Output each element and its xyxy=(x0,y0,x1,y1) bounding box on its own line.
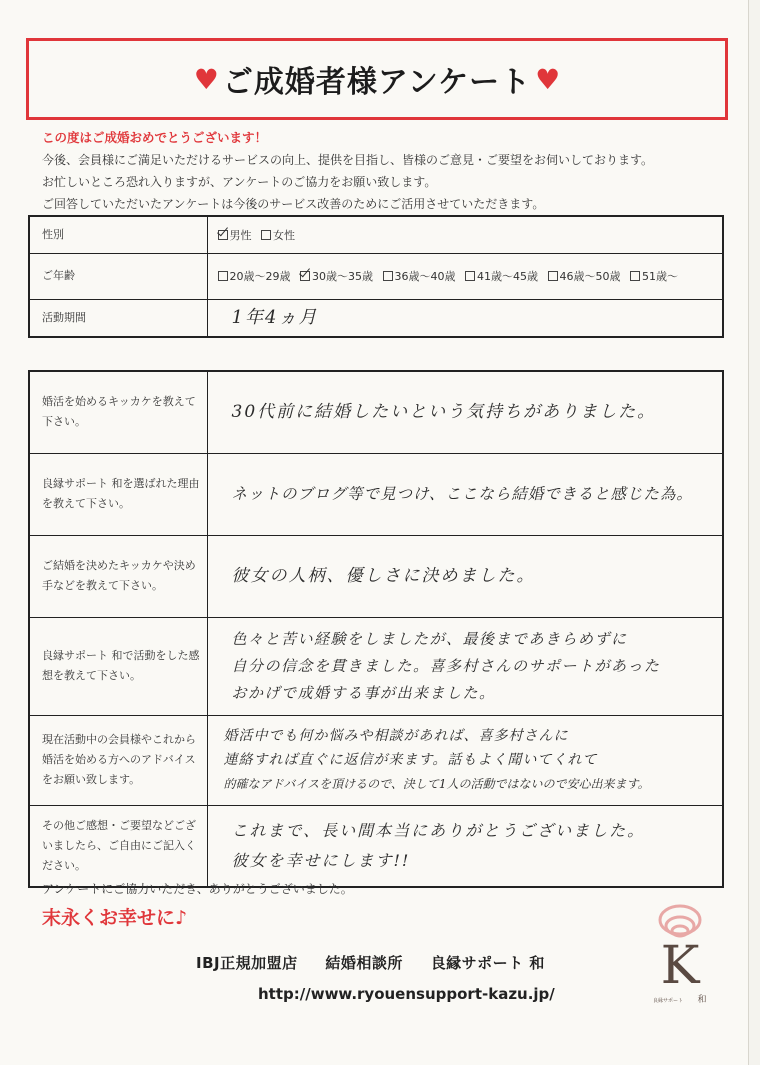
checkbox-icon xyxy=(465,271,475,281)
footer-agency-line xyxy=(196,952,567,973)
age-option-36-40[interactable]: 36歳～40歳 xyxy=(383,270,456,283)
age-option-51-plus[interactable]: 51歳～ xyxy=(630,270,678,283)
answer-1[interactable]: 30代前に結婚したいという気持ちがありました。 xyxy=(207,371,723,453)
checkbox-checked-icon xyxy=(300,271,310,281)
age-option-46-50[interactable]: 46歳～50歳 xyxy=(548,270,621,283)
age-label: ご年齢 xyxy=(29,253,207,299)
answer-3[interactable]: 彼女の人柄、優しさに決めました。 xyxy=(207,535,723,617)
title-box xyxy=(26,38,728,120)
closing-message: 末永くお幸せに♪ xyxy=(42,907,188,929)
question-row-2 xyxy=(29,453,723,535)
heart-icon: ♥ xyxy=(535,62,561,96)
heart-icon: ♥ xyxy=(193,62,219,96)
gender-label: 性別 xyxy=(29,216,207,253)
question-label-6: その他ご感想・ご要望などございましたら、ご自由にご記入ください。 xyxy=(29,805,207,887)
question-row-3 xyxy=(29,535,723,617)
answer-6[interactable]: これまで、長い間本当にありがとうございました。 彼女を幸せにします!! xyxy=(207,805,723,887)
question-label-3: ご結婚を決めたキッカケや決め手などを教えて下さい。 xyxy=(29,535,207,617)
checkbox-icon xyxy=(383,271,393,281)
logo-letters: K xyxy=(660,936,700,996)
gender-row xyxy=(29,216,723,253)
question-row-4 xyxy=(29,617,723,715)
age-row xyxy=(29,253,723,299)
checkbox-icon xyxy=(261,230,271,240)
intro-line-3: ご回答していただいたアンケートは今後のサービス改善のためにご活用させていただきます。 xyxy=(42,197,545,211)
logo-kanji: 和 xyxy=(697,995,707,1005)
age-options xyxy=(207,253,723,299)
period-answer[interactable]: 1年4ヵ月 xyxy=(207,299,723,337)
gender-options xyxy=(207,216,723,253)
footer-shop: IBJ正規加盟店 xyxy=(196,954,298,972)
question-label-5: 現在活動中の会員様やこれから婚活を始める方へのアドバイスをお願い致します。 xyxy=(29,715,207,805)
intro-line-1: 今後、会員様にご満足いただけるサービスの向上、提供を目指し、皆様のご意見・ご要望をお伺いしております。 xyxy=(42,153,654,167)
question-label-4: 良縁サポート 和で活動をした感想を教えて下さい。 xyxy=(29,617,207,715)
footer-url[interactable]: http://www.ryouensupport-kazu.jp/ xyxy=(258,985,555,1003)
logo-caption: 良縁サポート xyxy=(652,998,684,1004)
question-label-1: 婚活を始めるキッカケを教えて下さい。 xyxy=(29,371,207,453)
question-row-1 xyxy=(29,371,723,453)
checkbox-checked-icon xyxy=(218,230,228,240)
footer-office: 結婚相談所 xyxy=(325,954,403,972)
age-option-20-29[interactable]: 20歳～29歳 xyxy=(218,270,291,283)
greeting-text: この度はご成婚おめでとうございます！ xyxy=(42,130,268,145)
checkbox-icon xyxy=(548,271,558,281)
answer-5[interactable]: 婚活中でも何か悩みや相談があれば、喜多村さんに 連絡すれば直ぐに返信が来ます。話もよく聞いてくれて 的確なアドバイスを頂けるので、決して1人の活動ではないので安心出来ます。 xyxy=(207,715,723,805)
period-label: 活動期間 xyxy=(29,299,207,337)
profile-table xyxy=(28,215,724,338)
page-title: ご成婚者様アンケート xyxy=(222,65,532,100)
footer-brand: 良縁サポート 和 xyxy=(430,954,545,972)
gender-option-female[interactable]: 女性 xyxy=(261,229,295,242)
gender-option-male[interactable]: 男性 xyxy=(218,229,252,242)
intro-line-2: お忙しいところ恐れ入りますが、アンケートのご協力をお願い致します。 xyxy=(42,175,437,189)
question-label-2: 良縁サポート 和を選ばれた理由を教えて下さい。 xyxy=(29,453,207,535)
thanks-text: アンケートにご協力いただき、ありがとうございました。 xyxy=(42,882,353,896)
questions-table xyxy=(28,370,724,888)
brand-logo xyxy=(640,898,720,1008)
period-row xyxy=(29,299,723,337)
answer-4[interactable]: 色々と苦い経験をしましたが、最後まであきらめずに 自分の信念を貫きました。喜多村さんのサポートがあった おかげで成婚する事が出来ました。 xyxy=(207,617,723,715)
answer-2[interactable]: ネットのブログ等で見つけ、ここなら結婚できると感じた為。 xyxy=(207,453,723,535)
age-option-41-45[interactable]: 41歳～45歳 xyxy=(465,270,538,283)
question-row-5 xyxy=(29,715,723,805)
age-option-30-35[interactable]: 30歳～35歳 xyxy=(300,270,373,283)
checkbox-icon xyxy=(630,271,640,281)
checkbox-icon xyxy=(218,271,228,281)
question-row-6 xyxy=(29,805,723,887)
